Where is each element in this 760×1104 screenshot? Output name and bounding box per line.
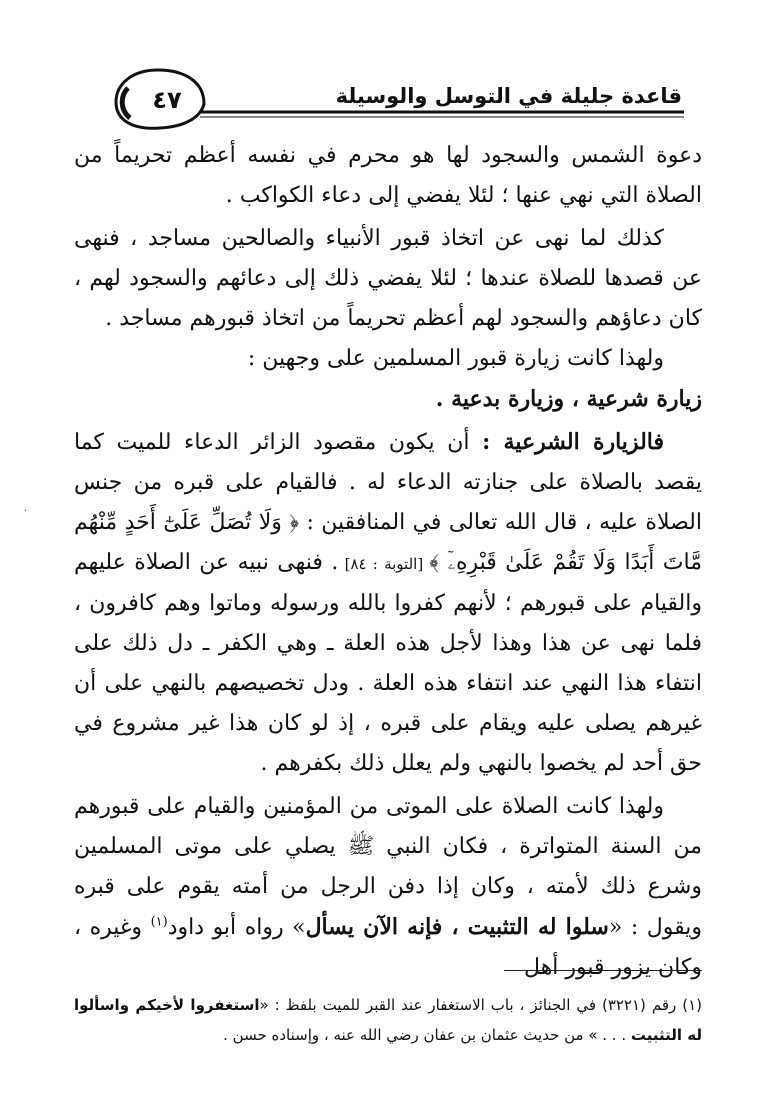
paragraph-5-text-2: . فنهى نبيه عن الصلاة عليهم والقيام على قبورهم ؛ لأنهم كفروا بالله ورسوله وماتوا وهم كافرون ، فلما نهى عن هذا وهذا لأجل هذه العلة ـ وهي الكفر ـ دل ذلك على انتفاء هذا النهي عند انتفاء هذه العلة . ودل تخصيصهم بالنهي على أن غيرهم يصلى عليه ويقام على قبره ، إذ لو كان هذا غير مشروع في حق أحد لم يخصوا بالنهي ولم يعلل ذلك بكفرهم . xyxy=(74,550,702,776)
paragraph-6-text-3: وغيره ، وكان يزور قبور أهل xyxy=(74,915,702,980)
paragraph-4-heading: زيارة شرعية ، وزيارة بدعية . xyxy=(435,386,702,412)
paragraph-1: دعوة الشمس والسجود لها هو محرم في نفسه أعظم تحريماً من الصلاة التي نهي عنها ؛ لئلا يفضي إلى دعاء الكواكب . xyxy=(74,143,702,208)
footnote-1 xyxy=(74,990,702,1050)
header-ornament xyxy=(0,0,760,130)
paragraph-6-text-1: ولهذا كانت الصلاة على الموتى من المؤمنين والقيام على قبورهم من السنة المتواترة ، فكان النبي ﷺ يصلي على موتى المسلمين وشرع ذلك لأمته ، وكان إذا دفن الرجل من أمته يقوم على قبره ويقول : « xyxy=(74,794,702,940)
paragraph-3: ولهذا كانت زيارة قبور المسلمين على وجهين : xyxy=(247,346,664,371)
footnote-marker: (١) xyxy=(682,996,702,1014)
footnote-text-2: . . . » من حديث عثمان بن عفان رضي الله عنه ، وإسناده حسن . xyxy=(223,1026,631,1044)
verse-reference: [التوبة : ٨٤] xyxy=(338,555,430,573)
paragraph-5-text-1: أن يكون مقصود الزائر الدعاء للميت كما يقصد بالصلاة على جنازته الدعاء له . فالقيام على قبره من جنس الصلاة عليه ، قال الله تعالى في المنافقين : xyxy=(74,430,702,535)
footnote-divider xyxy=(504,970,702,971)
footnote-hadith: استغفروا لأخيكم واسألوا له التثبيت xyxy=(74,996,702,1044)
paragraph-5 xyxy=(74,422,702,784)
page-header xyxy=(0,0,760,130)
paragraph-2: كذلك لما نهى عن اتخاذ قبور الأنبياء والصالحين مساجد ، فنهى عن قصدها للصلاة عندها ؛ لئلا يفضي ذلك إلى دعائهم والسجود لهم ، كان دعاؤهم والسجود لهم أعظم تحريماً من اتخاذ قبورهم مساجد . xyxy=(74,226,702,331)
quran-verse: ﴿ وَلَا تُصَلِّ عَلَىٰٓ أَحَدٍ مِّنْهُم مَّاتَ أَبَدًا وَلَا تَقُمْ عَلَىٰ قَبْرِهِۦٓ ﴾ xyxy=(74,510,702,575)
hadith-quote: سلوا له التثبيت ، فإنه الآن يسأل xyxy=(305,914,609,940)
footnote-text-1: رقم (٣٢٢١) في الجنائز ، باب الاستغفار عند القبر للميت بلفظ : « xyxy=(259,996,683,1014)
body-text xyxy=(74,136,702,988)
page-number: ٤٧ xyxy=(152,86,182,114)
paragraph-6 xyxy=(74,787,702,988)
paragraph-6-text-2: » رواه أبو داود xyxy=(167,915,306,940)
margin-mark: · xyxy=(24,506,28,517)
footnote xyxy=(74,990,702,1050)
footnote-reference: (١) xyxy=(150,914,168,930)
term-sharia-visit: فالزيارة الشرعية : xyxy=(482,429,664,455)
running-title: قاعدة جليلة في التوسل والوسيلة xyxy=(335,84,682,108)
